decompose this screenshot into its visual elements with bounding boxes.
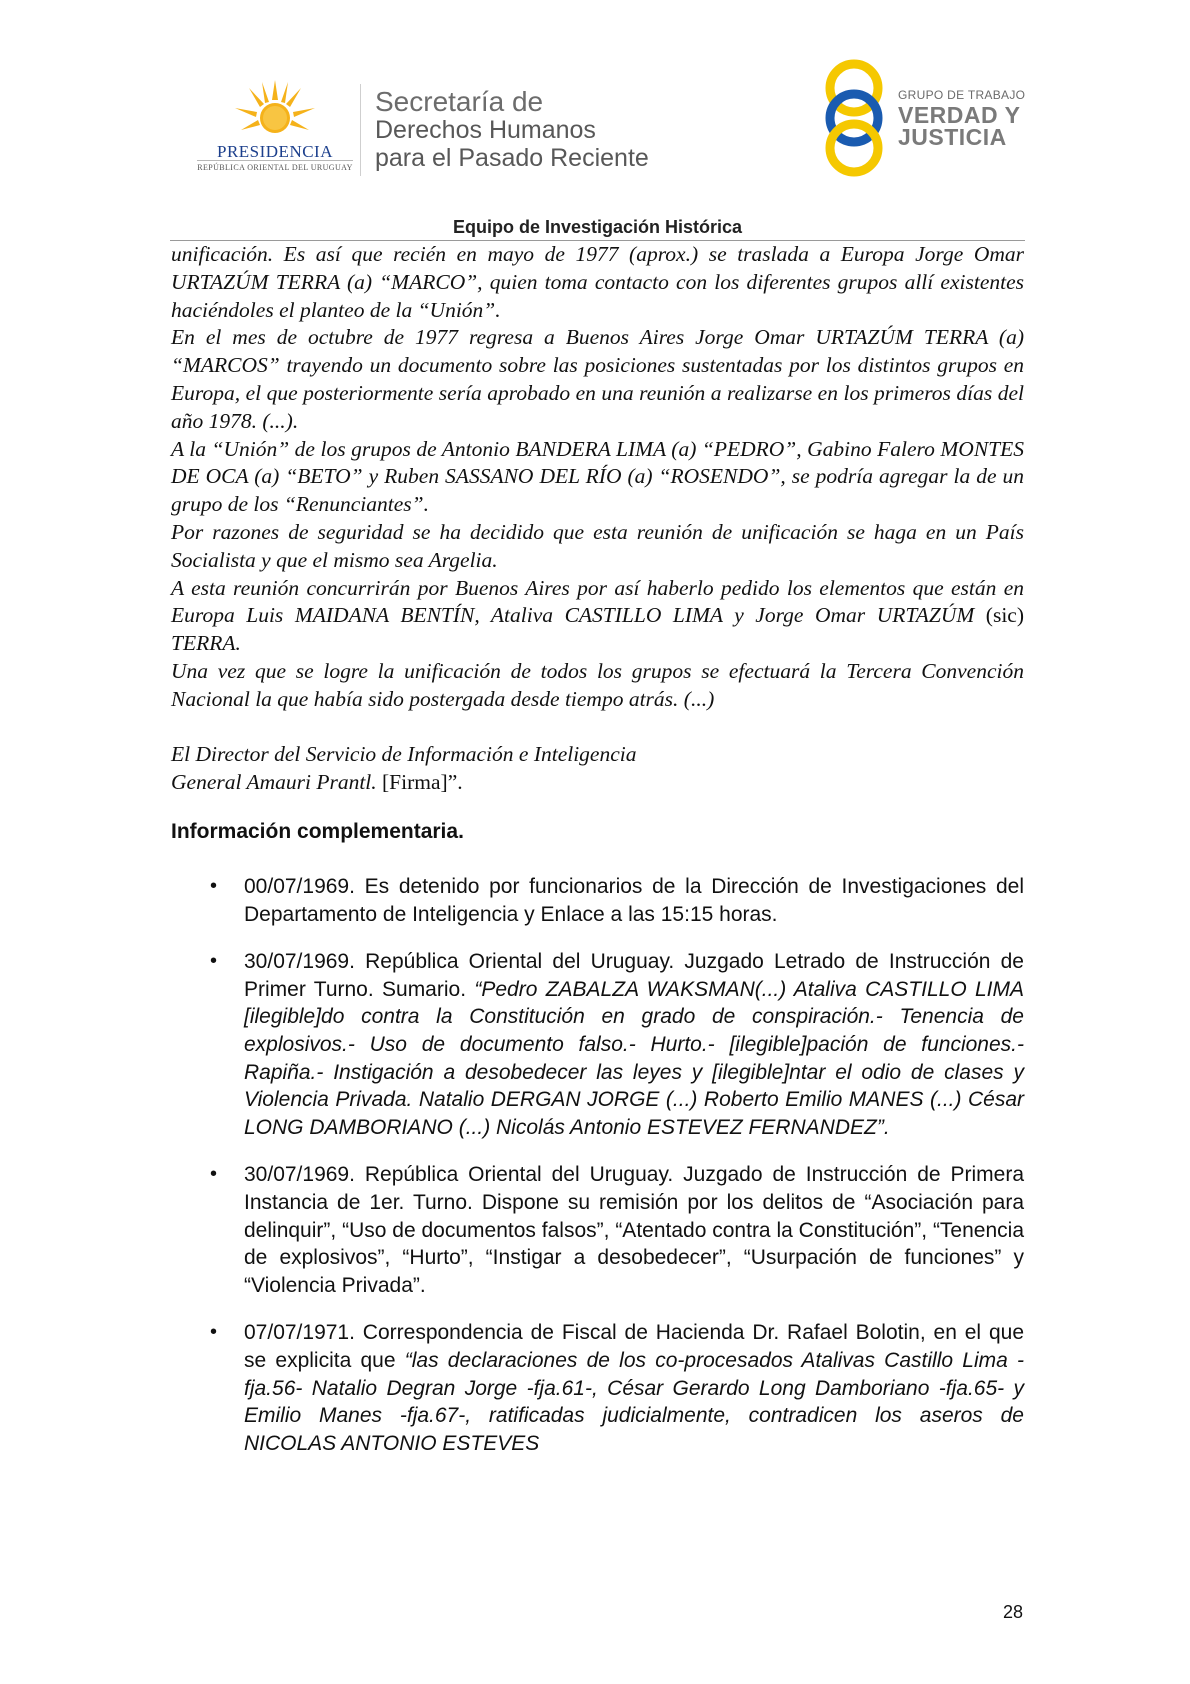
signature-line-1: El Director del Servicio de Información e Inteligencia [171,742,637,767]
bullet-icon: • [210,950,218,973]
quote-paragraph-3: A la “Unión” de los grupos de Antonio BANDERA LIMA (a) “PEDRO”, Gabino Falero MONTES DE OCA (a) “BETO” y Ruben SASSANO DEL RÍO (a) “ROSENDO”, se podría agregar la de un grupo de los “Renunciantes”. [171,436,1024,517]
quote-paragraph-5 [171,575,1024,658]
bullet-icon: • [210,875,218,897]
signature-line-2 [171,769,1024,797]
signer-name: General Amauri Prantl. [171,770,383,795]
item-quote: “las declaraciones de los co-procesados Atalivas Castillo Lima -fja.56- Natalio Degran Jorge -fja.61-, César Gerardo Long Damboriano -fja.65- y Emilio Manes -fja.67-, ratificadas judicialmente, contradicen los aseros de NICOLAS ANTONIO ESTEVES [244,1348,1024,1455]
team-heading: Equipo de Investigación Histórica [452,217,743,237]
quote-paragraph-4: Por razones de seguridad se ha decidido que esta reunión de unificación se haga en un País Socialista y que el mismo sea Argelia. [171,519,1024,572]
item-text: 30/07/1969. República Oriental del Uruguay. Juzgado Letrado de Instrucción de Primer Turno. Sumario. [244,950,1024,1001]
item-text: 30/07/1969. República Oriental del Uruguay. Juzgado de Instrucción de Primera Instancia de 1er. Turno. Dispone su remisión por los delitos de “Asociación para delinquir”, “Uso de documentos falsos”, “Atentado contra la Constitución”, “Tenencia de explosivos”, “Hurto”, “Instigar a desobedecer”, “Usurpación de funciones” y “Violencia Privada”. [244,1163,1024,1297]
list-item [171,948,1024,1141]
quoted-document [171,241,1024,797]
signature-note: [Firma]”. [382,770,463,795]
vyj-small-text: GRUPO DE TRABAJO [898,88,1026,102]
presidencia-logo [195,78,355,178]
secretaria-line-2: Derechos Humanos [375,116,596,144]
interlocking-rings-icon [820,58,892,180]
secretaria-line-3: para el Pasado Reciente [375,144,649,172]
item-text: 00/07/1969. Es detenido por funcionarios de la Dirección de Investigaciones del Departamento de Inteligencia y Enlace a las 15:15 horas. [244,875,1024,926]
sun-icon [229,78,321,140]
vyj-line-1: VERDAD Y [898,102,1021,128]
list-item [171,1319,1024,1457]
secretaria-line-1: Secretaría de [375,86,544,117]
vyj-line-2: JUSTICIA [898,124,1007,150]
quote-p5-text: A esta reunión concurrirán por Buenos Aires por así haberlo pedido los elementos que están en Europa Luis MAIDANA BENTÍN, Ataliva CASTILLO LIMA y Jorge Omar URTAZÚM [171,575,1024,628]
secretaria-title [375,88,649,172]
list-item [171,1161,1024,1299]
quote-paragraph-6: Una vez que se logre la unificación de todos los grupos se efectuará la Tercera Convención Nacional la que había sido postergada desde tiempo atrás. (...) [171,658,1024,711]
item-quote: “Pedro ZABALZA WAKSMAN(...) Ataliva CASTILLO LIMA [ilegible]do contra la Constitución en grado de conspiración.- Tenencia de explosivos.- Uso de documento falso.- Hurto.- [ilegible]pación de funciones.- Rapiña.- Instigación a desobedecer las leyes y [ilegible]ntar el odio de clases y Violencia Privada. Natalio DERGAN JORGE (...) Roberto Emilio MANES (...) César LONG DAMBORIANO (...) Nicolás Antonio ESTEVEZ FERNANDEZ”. [244,977,1024,1139]
complementary-info-list [171,873,1024,1477]
presidencia-subtitle: REPÚBLICA ORIENTAL DEL URUGUAY [197,163,353,172]
quote-paragraph-2: En el mes de octubre de 1977 regresa a Buenos Aires Jorge Omar URTAZÚM TERRA (a) “MARCOS” trayendo un documento sobre las posiciones sustentadas por los distintos grupos en Europa, el que posteriormente sería aprobado en una reunión a realizarse en los primeros días del año 1978. (...). [171,325,1024,433]
presidencia-rule [197,160,353,161]
section-heading: Información complementaria. [171,820,464,843]
list-item [171,873,1024,928]
bullet-icon: • [210,1163,218,1186]
quote-paragraph-1: unificación. Es así que recién en mayo de 1977 (aprox.) se traslada a Europa Jorge Omar URTAZÚM TERRA (a) “MARCO”, quien toma contacto con los diferentes grupos allí existentes haciéndoles el planteo de la “Unión”. [171,242,1024,322]
quote-p5-end: TERRA. [171,631,241,656]
verdad-justicia-logo [820,58,1040,178]
sic-note: (sic) [985,603,1024,628]
quote-spacer [171,714,1024,742]
header-divider [360,84,361,176]
item-text: 07/07/1971. Correspondencia de Fiscal de Hacienda Dr. Rafael Bolotin, en el que se explicita que [244,1321,1024,1372]
page-number: 28 [1003,1602,1024,1622]
page-header [0,0,1190,237]
presidencia-wordmark: PRESIDENCIA [216,142,333,161]
bullet-icon: • [210,1321,218,1344]
